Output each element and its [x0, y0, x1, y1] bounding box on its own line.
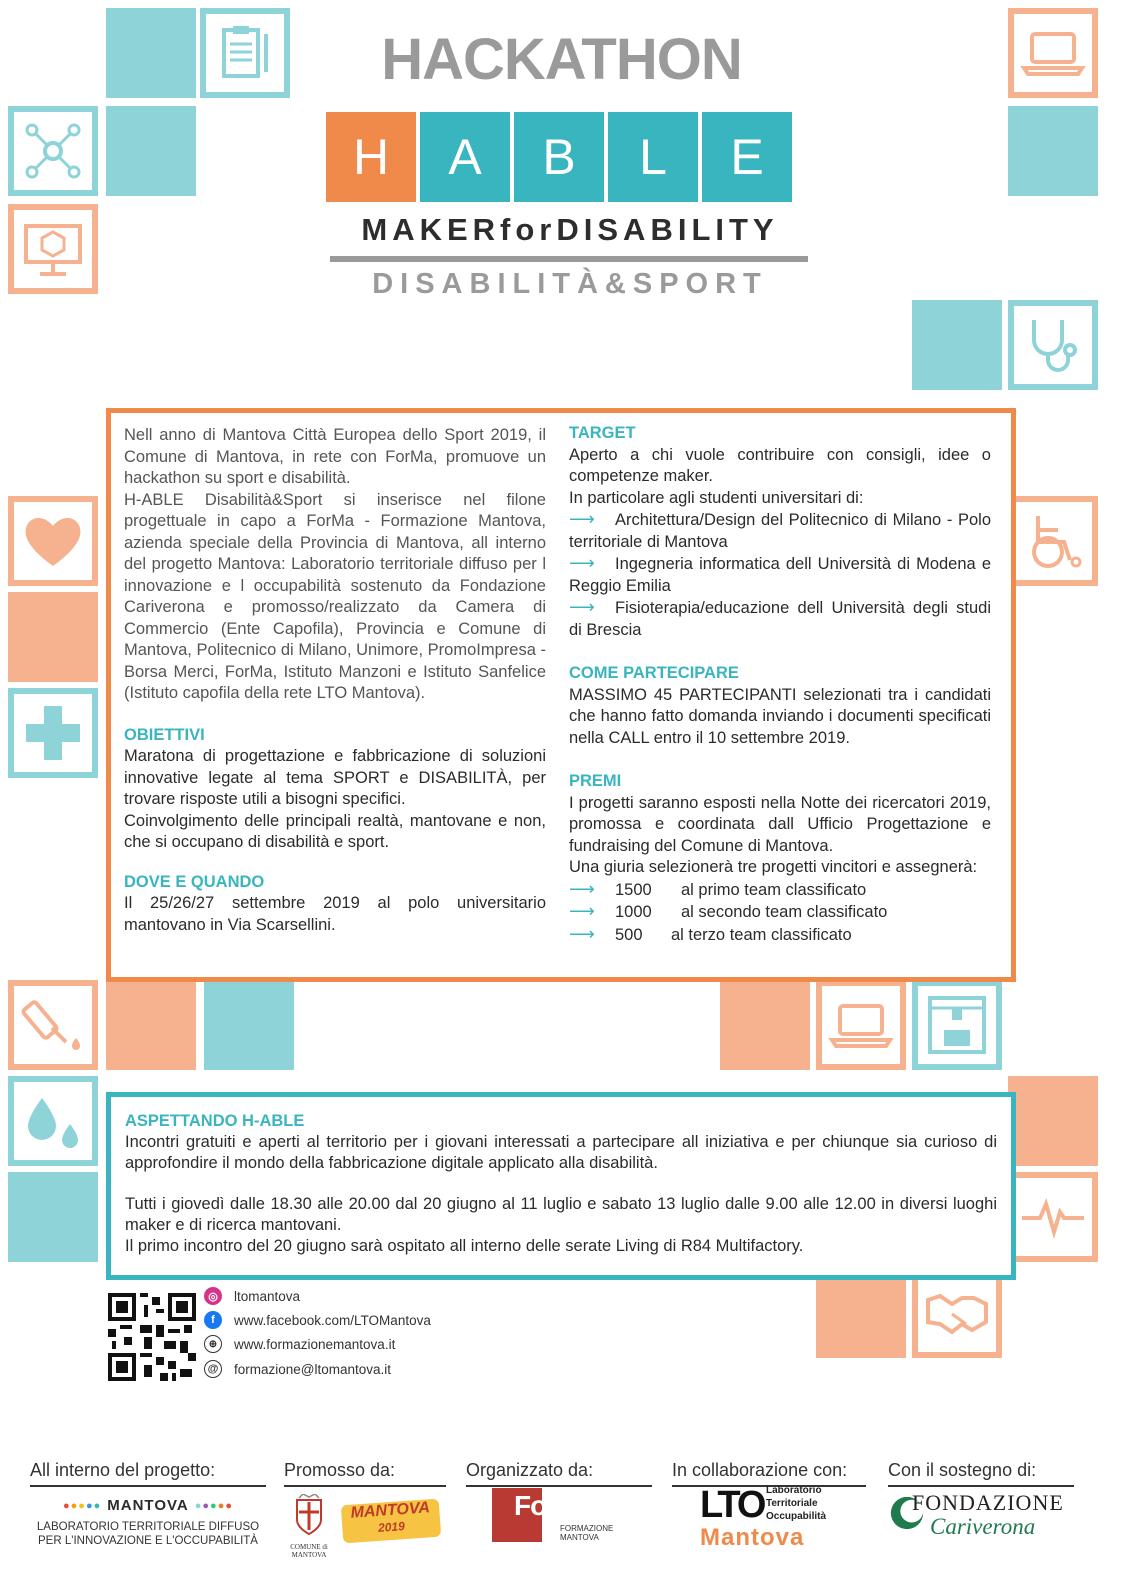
logo-letter-h: H [326, 112, 416, 202]
target-item: ⟶ Architettura/Design del Politecnico di Milano - Polo territoriale di Mantova [569, 509, 991, 551]
arrow-icon: ⟶ [569, 509, 595, 529]
partner-label: All interno del progetto: [30, 1460, 266, 1487]
partner-promoted [284, 1460, 446, 1559]
arrow-icon: ⟶ [569, 901, 595, 921]
arrow-icon: ⟶ [569, 878, 595, 899]
arrow-icon: ⟶ [569, 923, 595, 944]
logo-subtitle: MAKERforDISABILITY [361, 212, 779, 247]
partner-label: Organizzato da: [466, 1460, 652, 1487]
prize-item: ⟶ 1000 al secondo team classificato [569, 901, 888, 921]
3d-printer-icon [912, 980, 1002, 1070]
facebook-icon: f [204, 1311, 222, 1329]
project-description: H-ABLE Disabilità&Sport si inserisce nel filone progettuale in capo a ForMa - Formazione Mantova, azienda speciale della Provincia di Mantova, all interno del progetto Mantova: Laboratorio territoriale diffuso per l innovazione e l occupabilità sostenuto da Fondazione Cariverona e promosso/realizzato da Camera di Commercio (Ente Capofila), Provincia e Comune di Mantova, Politecnico di Milano, Unimore, PromoImpresa - Borsa Merci, ForMa, Istituto Manzoni e Istituto Sanfelice (Istituto capofila della rete LTO Mantova). [124, 490, 546, 702]
left-column [124, 425, 546, 936]
deco-square [1008, 106, 1098, 196]
event-type-title: HACKATHON [381, 27, 742, 92]
forma-logo: ForMa FORMAZIONE MANTOVA [492, 1488, 624, 1542]
deco-square [8, 592, 98, 682]
where-text: Il 25/26/27 settembre 2019 al polo universitario mantovano in Via Scarsellini. [124, 894, 546, 934]
at-icon: @ [204, 1360, 222, 1378]
target-heading: TARGET [569, 424, 636, 442]
heartbeat-icon [1008, 1172, 1098, 1262]
participate-heading: COME PARTECIPARE [569, 664, 739, 682]
partner-label: Promosso da: [284, 1460, 446, 1487]
comune-logo: COMUNE di MANTOVA [284, 1494, 334, 1559]
coat-of-arms-icon [289, 1494, 329, 1538]
waiting-box [106, 1092, 1016, 1280]
instagram-link[interactable]: ◎ ltomantova [204, 1287, 300, 1305]
mantova-lab-logo: ● ● ● ● ● MANTOVA ● ● ● ● ● [62, 1497, 233, 1514]
target-intro: Aperto a chi vuole contribuire con consigli, idee o competenze maker. [569, 445, 991, 485]
partner-project [30, 1460, 266, 1548]
participate-text: MASSIMO 45 PARTECIPANTI selezionati tra i candidati che hanno fatto domanda inviando i documenti specificati nella CALL entro il 10 settembre 2019. [569, 685, 991, 747]
objectives-text: Maratona di progettazione e fabbricazione di soluzioni innovative legate al tema SPORT e DISABILITÀ, per trovare risposte utili a bisogni specifici. [124, 747, 546, 808]
cross-icon [8, 688, 98, 778]
logo-letter-b: B [514, 112, 604, 202]
logo-divider [330, 256, 808, 262]
waiting-text: Incontri gratuiti e aperti al territorio per i giovani interessati a partecipare all iniziativa e per chiunque sia curioso di approfondire il mondo della fabbricazione digitale applicato alla disabilità. [125, 1133, 997, 1172]
logo-letter-a: A [420, 112, 510, 202]
partner-support [888, 1460, 1074, 1539]
logo-letter-e: E [702, 112, 792, 202]
intro-text: Nell anno di Mantova Città Europea dello Sport 2019, il Comune di Mantova, in rete con ForMa, promuove un hackathon su sport e disabilità. [124, 426, 546, 487]
objectives-text: Coinvolgimento delle principali realtà, mantovane e non, che si occupano di disabilità e sport. [124, 811, 546, 851]
partner-label: Con il sostegno di: [888, 1460, 1074, 1487]
logo-tagline: DISABILITÀ&SPORT [372, 268, 768, 300]
facebook-link[interactable]: f www.facebook.com/LTOMantova [204, 1311, 431, 1329]
syringe-icon [8, 980, 98, 1070]
handshake-icon [912, 1268, 1002, 1358]
waiting-schedule: Tutti i giovedì dalle 18.30 alle 20.00 dal 20 giugno al 11 luglio e sabato 13 luglio dalle 9.00 alle 12.00 in diversi luoghi maker e di ricerca mantovani. [125, 1195, 997, 1234]
drops-icon [8, 1076, 98, 1166]
prize-item: ⟶ 500 al terzo team classificato [569, 923, 852, 944]
lab-description: LABORATORIO TERRITORIALE DIFFUSO PER L'INNOVAZIONE E L'OCCUPABILITÀ [36, 1521, 260, 1547]
partner-collaboration [672, 1460, 866, 1551]
partner-organized [466, 1460, 652, 1542]
right-column [569, 423, 991, 946]
info-box [106, 408, 1016, 982]
arrow-icon: ⟶ [569, 553, 595, 573]
monitor-3d-icon [8, 204, 98, 294]
objectives-heading: OBIETTIVI [124, 725, 205, 744]
prizes-text: I progetti saranno esposti nella Notte dei ricercatori 2019, promossa e coordinata dall Ufficio Progettazione e fundraising del Comune di Mantova. [569, 793, 991, 855]
deco-square [106, 106, 196, 196]
prizes-heading: PREMI [569, 772, 622, 790]
qr-code[interactable] [108, 1293, 196, 1381]
globe-icon: ⊕ [204, 1335, 222, 1353]
laptop-icon [816, 980, 906, 1070]
deco-square [8, 1172, 98, 1262]
heart-icon [8, 496, 98, 586]
deco-square [912, 300, 1002, 390]
lto-logo: LTO Laboratorio Territoriale Occupabilità Mantova [700, 1484, 827, 1551]
deco-square [204, 980, 294, 1070]
waiting-first-meeting: Il primo incontro del 20 giugno sarà ospitato all interno delle serate Living di R84 Multifactory. [125, 1237, 804, 1255]
partner-label: In collaborazione con: [672, 1460, 866, 1487]
mantova-2019-logo: MANTOVA 2019 [341, 1499, 441, 1544]
wheelchair-icon [1008, 496, 1098, 586]
prize-item: ⟶ 1500 al primo team classificato [569, 878, 867, 899]
deco-square [1008, 1076, 1098, 1166]
deco-square [720, 980, 810, 1070]
network-icon [8, 106, 98, 196]
target-sub: In particolare agli studenti universitari di: [569, 488, 864, 507]
deco-square [816, 1268, 906, 1358]
logo-letter-l: L [608, 112, 698, 202]
website-link[interactable]: ⊕ www.formazionemantova.it [204, 1335, 395, 1353]
prizes-text: Una giuria selezionerà tre progetti vincitori e assegnerà: [569, 858, 978, 876]
target-item: ⟶ Ingegneria informatica dell Università di Modena e Reggio Emilia [569, 553, 991, 595]
instagram-icon: ◎ [204, 1287, 222, 1305]
stethoscope-icon [1008, 300, 1098, 390]
arrow-icon: ⟶ [569, 597, 595, 617]
target-item: ⟶ Fisioterapia/educazione dell Università degli studi di Brescia [569, 597, 991, 639]
email-link[interactable]: @ formazione@ltomantova.it [204, 1360, 391, 1378]
deco-square [106, 980, 196, 1070]
where-heading: DOVE E QUANDO [124, 872, 265, 891]
fondazione-cariverona-logo: FONDAZIONE Cariverona [888, 1490, 1074, 1540]
waiting-heading: ASPETTANDO H-ABLE [125, 1112, 305, 1130]
